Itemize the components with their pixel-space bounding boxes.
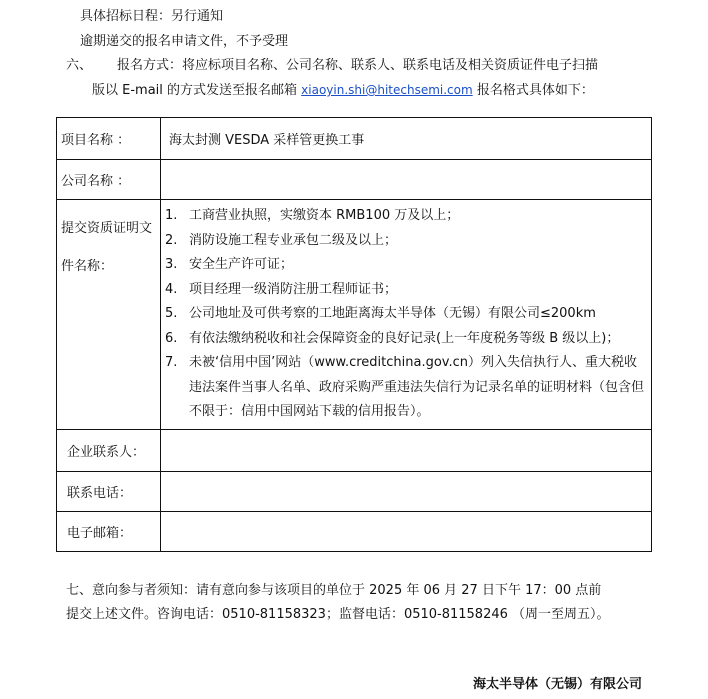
qualification-item (165, 204, 647, 229)
qualification-label (57, 200, 161, 430)
qualification-item (165, 351, 647, 425)
qualification-number: 6. (165, 330, 178, 346)
project-value: 海太封测 VESDA 采样管更换工事 (161, 118, 652, 160)
qualification-label-line2: 件名称： (61, 259, 114, 274)
qualification-text: 项目经理一级消防注册工程师证书； (189, 281, 398, 297)
section6-line2-prefix: 版以 E-mail 的方式发送至报名邮箱 (92, 83, 298, 98)
qualification-item (165, 278, 647, 303)
project-label: 项目名称 ： (57, 118, 161, 160)
qualification-item (165, 253, 647, 278)
qualification-text: 工商营业执照，实缴资本 RMB100 万及以上； (189, 208, 460, 223)
phone-row (57, 471, 652, 511)
qualification-item (165, 229, 647, 254)
qualification-text: 消防设施工程专业承包二级及以上； (189, 232, 398, 248)
late-submission-line: 逾期递交的报名申请文件，不予受理 (80, 34, 289, 49)
phone-label: 联系电话： (57, 471, 161, 511)
qualification-list (165, 204, 647, 425)
company-label: 公司名称 ： (57, 160, 161, 200)
contact-value[interactable] (161, 429, 652, 471)
section6-line1: 报名方式：将应标项目名称、公司名称、联系人、联系电话及相关资质证件电子扫描 (117, 58, 599, 73)
contact-row (57, 429, 652, 471)
qualification-number: 4. (165, 281, 178, 297)
qualification-number: 1. (165, 208, 178, 223)
project-row (57, 118, 652, 160)
qualification-item (165, 302, 647, 327)
qualification-list-cell (161, 200, 652, 430)
qualification-text: 有依法缴纳税收和社会保障资金的良好记录(上一年度税务等级 B 级以上)； (189, 330, 620, 346)
qualification-number: 7. (165, 355, 178, 370)
qualification-number: 5. (165, 306, 178, 321)
qualification-text: 未被‘信用中国’网站（www.creditchina.gov.cn）列入失信执行人、重大税收违法案件当事人名单、政府采购严重违法失信行为记录名单的证明材料（包含但不限于：信用中国网站下载的信用报告）。 (189, 355, 645, 419)
section7-line2: 提交上述文件。咨询电话：0510-81158323；监督电话：0510-81158246 （周一至周五）。 (66, 607, 610, 622)
qualification-text: 安全生产许可证； (189, 257, 294, 272)
registration-email-link[interactable]: xiaoyin.shi@hitechsemi.com (301, 83, 473, 97)
email-value[interactable] (161, 511, 652, 551)
qualification-row (57, 200, 652, 430)
company-signature: 海太半导体（无锡）有限公司 (472, 677, 642, 692)
phone-value[interactable] (161, 471, 652, 511)
section6-line2 (92, 81, 594, 100)
email-row (57, 511, 652, 551)
section6-number: 六、 (66, 58, 93, 73)
company-row (57, 160, 652, 200)
company-value[interactable] (161, 160, 652, 200)
qualification-item (165, 327, 647, 352)
contact-label: 企业联系人： (57, 429, 161, 471)
qualification-number: 3. (165, 257, 178, 272)
section6-line2-suffix: 报名格式具体如下： (476, 83, 594, 98)
registration-form-table (56, 117, 652, 552)
qualification-number: 2. (165, 232, 178, 248)
qualification-text: 公司地址及可供考察的工地距离海太半导体（无锡）有限公司≤200km (189, 306, 596, 321)
schedule-line: 具体招标日程：另行通知 (80, 9, 224, 24)
qualification-label-line1: 提交资质证明文 (61, 221, 153, 236)
email-label: 电子邮箱： (57, 511, 161, 551)
section7-line1: 七、意向参与者须知：请有意向参与该项目的单位于 2025 年 06 月 27 日下午 17：00 点前 (66, 583, 602, 598)
